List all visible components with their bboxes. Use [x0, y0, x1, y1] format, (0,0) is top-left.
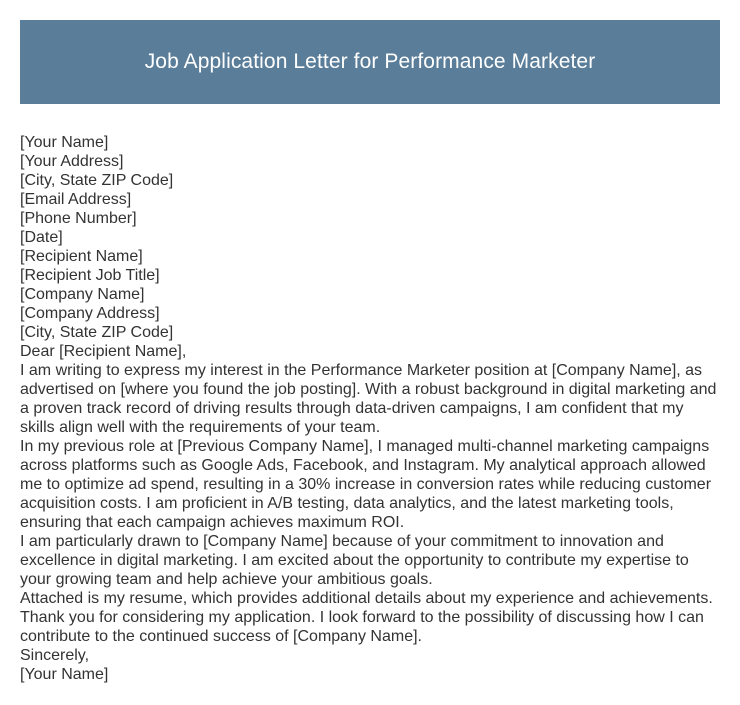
letter-body: [20, 133, 722, 684]
recipient-company-name: [Company Name]: [20, 286, 145, 303]
page-title: Job Application Letter for Performance Marketer: [144, 50, 596, 73]
sender-block: [20, 133, 722, 247]
recipient-name: [Recipient Name]: [20, 248, 143, 265]
paragraph-line: me to optimize ad spend, resulting in a 30% increase in conversion rates while reducing customer: [20, 476, 712, 493]
sender-address: [Your Address]: [20, 153, 124, 170]
sender-city-state-zip: [City, State ZIP Code]: [20, 172, 174, 189]
recipient-job-title: [Recipient Job Title]: [20, 267, 160, 284]
paragraph-line: advertised on [where you found the job posting]. With a robust background in digital marketing and: [20, 381, 717, 398]
paragraph-line: a proven track record of driving results through data-driven campaigns, I am confident that my: [20, 400, 684, 417]
paragraph-line: across platforms such as Google Ads, Facebook, and Instagram. My analytical approach allowed: [20, 457, 706, 474]
recipient-company-address: [Company Address]: [20, 305, 160, 322]
paragraph-line: Attached is my resume, which provides additional details about my experience and achievements.: [20, 590, 713, 607]
recipient-block: [20, 247, 722, 342]
paragraph-line: excellence in digital marketing. I am excited about the opportunity to contribute my expertise to: [20, 552, 689, 569]
recipient-city-state-zip: [City, State ZIP Code]: [20, 324, 174, 341]
paragraph-line: I am writing to express my interest in the Performance Marketer position at [Company Name], as: [20, 362, 703, 379]
paragraph-line: ensuring that each campaign achieves maximum ROI.: [20, 514, 405, 531]
paragraph-intro: [20, 361, 722, 437]
paragraph-line: In my previous role at [Previous Company Name], I managed multi-channel marketing campaigns: [20, 438, 710, 455]
letter-date: [Date]: [20, 229, 63, 246]
paragraph-line: your growing team and help achieve your ambitious goals.: [20, 571, 433, 588]
paragraph-line: Thank you for considering my application. I look forward to the possibility of discussing how I can: [20, 609, 704, 626]
paragraph-line: contribute to the continued success of [Company Name].: [20, 628, 422, 645]
paragraph-line: skills align well with the requirements of your team.: [20, 419, 381, 436]
paragraph-experience: [20, 437, 722, 532]
sender-name: [Your Name]: [20, 134, 109, 151]
sender-email: [Email Address]: [20, 191, 132, 208]
paragraph-motivation: [20, 532, 722, 589]
salutation: Dear [Recipient Name],: [20, 343, 187, 360]
paragraph-thanks: [20, 608, 722, 646]
signature: [Your Name]: [20, 666, 109, 683]
letter-header-banner: [20, 20, 720, 104]
paragraph-line: I am particularly drawn to [Company Name] because of your commitment to innovation and: [20, 533, 664, 550]
paragraph-resume: [20, 589, 722, 608]
paragraph-line: acquisition costs. I am proficient in A/B testing, data analytics, and the latest marketing tools,: [20, 495, 674, 512]
sender-phone: [Phone Number]: [20, 210, 137, 227]
closing: Sincerely,: [20, 647, 90, 664]
